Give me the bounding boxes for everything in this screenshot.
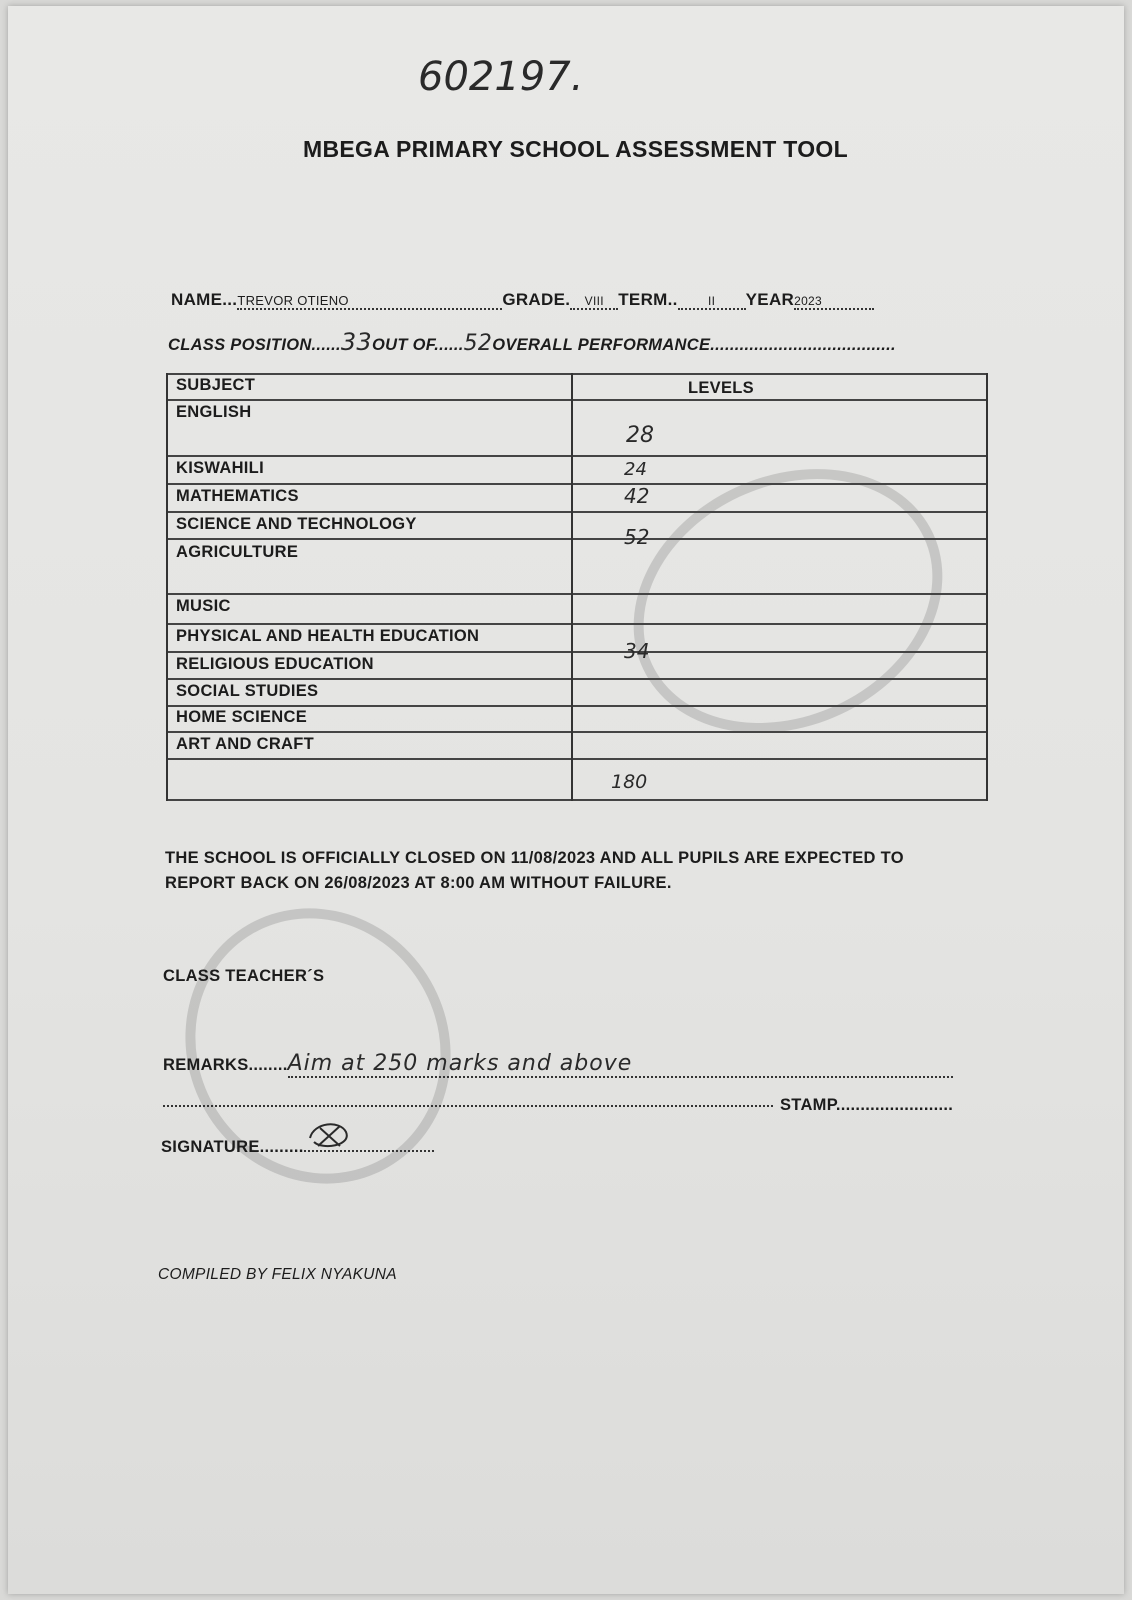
stamp-label: STAMP........................ [780,1096,954,1114]
table-row-level: 34 [624,639,650,663]
table-row-level: 28 [626,423,654,448]
total-level: 180 [611,771,648,793]
remarks-value: Aim at 250 marks and above [288,1051,953,1078]
table-row-subject: HOME SCIENCE [176,708,308,726]
levels-header: LEVELS [688,379,754,397]
compiled-by: COMPILED BY FELIX NYAKUNA [158,1266,397,1283]
table-row-subject: AGRICULTURE [176,543,299,561]
grade-label: GRADE. [502,290,571,309]
table-row-subject: ART AND CRAFT [176,735,315,753]
table-row-subject: KISWAHILI [176,459,264,477]
stamp-watermark [135,860,500,1232]
year-label: YEAR [745,290,795,309]
class-position-line [168,328,896,356]
notice-line-1: THE SCHOOL IS OFFICIALLY CLOSED ON 11/08/2023 AND ALL PUPILS ARE EXPECTED TO [165,849,904,867]
year-value: 2023 [794,294,874,310]
remarks-label: REMARKS........ [163,1056,288,1074]
notice-line-2: REPORT BACK ON 26/08/2023 AT 8:00 AM WITHOUT FAILURE. [165,874,672,892]
document-page [8,6,1124,1594]
closing-notice [165,846,904,896]
table-row-subject: MUSIC [176,597,231,615]
table-row-subject: RELIGIOUS EDUCATION [176,655,374,673]
table-row-level: 24 [624,459,647,480]
grade-value: VIII [570,294,618,310]
table-row-level: 42 [624,484,650,508]
subject-header: SUBJECT [176,376,256,394]
signature-line [161,1134,434,1157]
handwritten-number: 602197. [418,54,584,100]
student-info-line [171,290,971,310]
table-row-level: 52 [624,525,650,549]
name-label: NAME... [171,290,238,309]
table-row-subject: PHYSICAL AND HEALTH EDUCATION [176,627,480,645]
signature-label: SIGNATURE......... [161,1138,304,1156]
out-of-label: OUT OF...... [372,336,464,354]
page-title: MBEGA PRIMARY SCHOOL ASSESSMENT TOOL [303,136,848,162]
name-value: TREVOR OTIENO [237,293,502,310]
term-label: TERM.. [618,290,678,309]
overall-performance-label: OVERALL PERFORMANCE...................................... [492,336,896,354]
table-row-subject: SCIENCE AND TECHNOLOGY [176,515,417,533]
table-row-subject: SOCIAL STUDIES [176,682,319,700]
class-position-value: 33 [340,328,372,356]
signature-mark [300,1116,360,1156]
class-position-label: CLASS POSITION...... [168,336,341,354]
table-row-subject: MATHEMATICS [176,487,299,505]
term-value: II [678,294,746,310]
remarks-line [163,1051,993,1078]
out-of-value: 52 [463,331,493,356]
class-teacher-label: CLASS TEACHER´S [163,967,325,985]
table-row-subject: ENGLISH [176,403,252,421]
remarks-continuation-line [163,1101,773,1107]
subjects-table [166,373,988,801]
